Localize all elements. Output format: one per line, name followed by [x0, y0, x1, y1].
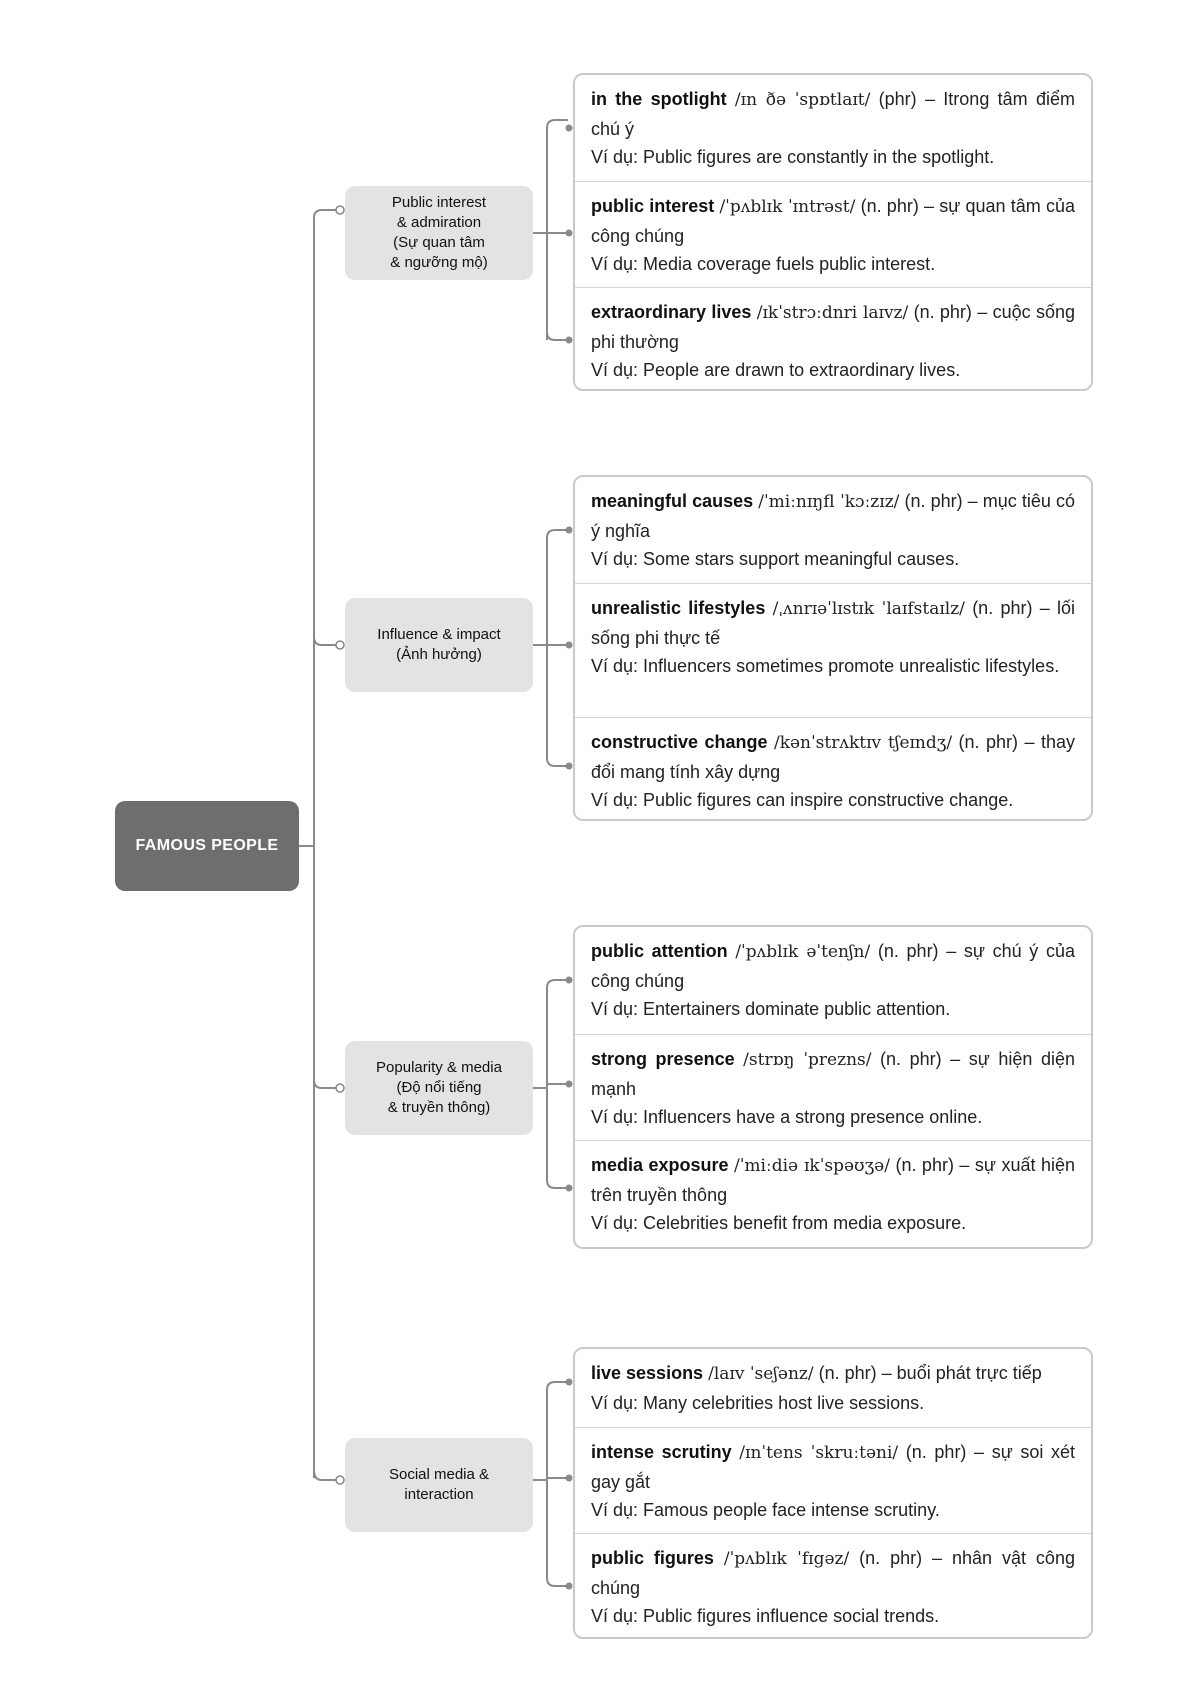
node-dot: [336, 1084, 344, 1092]
vocab-pos: (n. phr): [905, 1442, 967, 1462]
root-to-branch-4: [314, 1470, 338, 1480]
vocab-entry: extraordinary lives /ɪkˈstrɔːdnri laɪvz/ (n. phr) – cuộc sống phi thường Ví dụ: People are drawn to extraordinary lives.: [575, 287, 1091, 391]
vocab-meaning: lối sống phi thực tế: [591, 598, 1076, 648]
vocab-card-social-media: [573, 1347, 1093, 1639]
vocab-meaning: thay đổi mang tính xây dựng: [591, 732, 1075, 782]
vocab-example: Ví dụ: Public figures influence social trends.: [591, 1606, 940, 1626]
vocab-pos: (n. phr): [860, 196, 919, 216]
vocab-pos: (n. phr): [818, 1363, 877, 1383]
vocab-term: media exposure: [591, 1155, 729, 1175]
vocab-ipa: /ˈmiːnɪŋfl ˈkɔːzɪz/: [758, 492, 900, 512]
vocab-example: Ví dụ: Influencers have a strong presence online.: [591, 1107, 983, 1127]
vocab-term: public attention: [591, 941, 728, 961]
node-dot: [336, 641, 344, 649]
vocab-ipa: /strɒŋ ˈprezns/: [743, 1050, 872, 1070]
vocab-pos: (n. phr): [913, 302, 972, 322]
vocab-ipa: /ˌʌnrɪəˈlɪstɪk ˈlaɪfstaɪlz/: [772, 599, 965, 619]
vocab-pos: (n. phr): [895, 1155, 954, 1175]
vocab-entry: public attention /ˈpʌblɪk əˈtenʃn/ (n. phr) – sự chú ý của công chúng Ví dụ: Entertainers dominate public attention.: [575, 927, 1091, 1034]
vocab-pos: (n. phr): [958, 732, 1019, 752]
vocab-entry: meaningful causes /ˈmiːnɪŋfl ˈkɔːzɪz/ (n. phr) – mục tiêu có ý nghĩa Ví dụ: Some stars support meaningful causes.: [575, 477, 1091, 583]
vocab-pos: (n. phr): [972, 598, 1033, 618]
node-dot: [566, 1583, 573, 1590]
vocab-pos: (n. phr): [877, 941, 939, 961]
node-dot: [566, 1475, 573, 1482]
vocab-example: Ví dụ: Many celebrities host live sessions.: [591, 1392, 925, 1413]
node-dot: [566, 125, 573, 132]
branch-3-connectors: [533, 980, 568, 1188]
node-dot: [566, 642, 573, 649]
vocab-term: strong presence: [591, 1049, 735, 1069]
vocab-meaning: sự soi xét gay gắt: [591, 1442, 1075, 1492]
vocab-meaning: buổi phát trực tiếp: [896, 1363, 1042, 1383]
vocab-ipa: /ˈpʌblɪk ˈɪntrəst/: [719, 197, 856, 217]
vocab-term: in the spotlight: [591, 89, 727, 109]
root-label: FAMOUS PEOPLE: [135, 837, 279, 854]
vocab-example: Ví dụ: Influencers sometimes promote unrealistic lifestyles.: [591, 656, 1060, 676]
vocab-ipa: /ˈpʌblɪk ˈfɪgəz/: [723, 1549, 850, 1569]
branch-node-influence: [345, 598, 533, 692]
vocab-meaning: cuộc sống phi thường: [591, 302, 1075, 352]
vocab-meaning: Itrong tâm điểm chú ý: [591, 89, 1075, 139]
vocab-ipa: /ɪnˈtens ˈskruːtəni/: [739, 1443, 899, 1463]
branch-label: Popularity & media (Độ nổi tiếng & truyền thông): [376, 1059, 502, 1116]
vocab-card-influence: [573, 475, 1093, 821]
vocab-example: Ví dụ: Some stars support meaningful causes.: [591, 549, 960, 569]
vocab-ipa: /ɪn ðə ˈspɒtlaɪt/: [734, 90, 871, 110]
branch-label: Social media & interaction: [388, 1466, 490, 1503]
vocab-entry: live sessions /laɪv ˈseʃənz/ (n. phr) – buổi phát trực tiếp Ví dụ: Many celebrities host live sessions.: [575, 1349, 1091, 1427]
node-dot: [566, 763, 573, 770]
node-dot: [566, 1185, 573, 1192]
node-dot: [566, 1081, 573, 1088]
vocab-pos: (n. phr): [904, 491, 963, 511]
node-dot: [336, 1476, 344, 1484]
vocab-term: constructive change: [591, 732, 768, 752]
vocab-entry: media exposure /ˈmiːdiə ɪkˈspəʊʒə/ (n. phr) – sự xuất hiện trên truyền thông Ví dụ: Celebrities benefit from media exposure.: [575, 1140, 1091, 1247]
node-dot: [566, 1379, 573, 1386]
vocab-example: Ví dụ: Famous people face intense scrutiny.: [591, 1500, 940, 1520]
vocab-pos: (n. phr): [859, 1548, 923, 1568]
vocab-entry: public interest /ˈpʌblɪk ˈɪntrəst/ (n. phr) – sự quan tâm của công chúng Ví dụ: Media coverage fuels public interest.: [575, 181, 1091, 287]
branch-node-popularity: [345, 1041, 533, 1135]
vocab-entry: in the spotlight /ɪn ðə ˈspɒtlaɪt/ (phr) – Itrong tâm điểm chú ý Ví dụ: Public figures are constantly in the spotlight.: [575, 75, 1091, 181]
vocab-ipa: /laɪv ˈseʃənz/: [708, 1364, 814, 1384]
vocab-entry: public figures /ˈpʌblɪk ˈfɪgəz/ (n. phr) – nhân vật công chúng Ví dụ: Public figures influence social trends.: [575, 1533, 1091, 1637]
branch-node-social-media: [345, 1438, 533, 1532]
vocab-meaning: sự chú ý của công chúng: [591, 941, 1075, 991]
vocab-pos: (n. phr): [880, 1049, 942, 1069]
vocab-ipa: /kənˈstrʌktɪv tʃeɪndʒ/: [773, 733, 953, 753]
vocab-meaning: mục tiêu có ý nghĩa: [591, 491, 1075, 541]
node-dot: [566, 337, 573, 344]
root-trunk-line: [299, 218, 314, 1478]
vocab-example: Ví dụ: Media coverage fuels public interest.: [591, 254, 936, 274]
vocab-entry: intense scrutiny /ɪnˈtens ˈskruːtəni/ (n. phr) – sự soi xét gay gắt Ví dụ: Famous people face intense scrutiny.: [575, 1427, 1091, 1533]
vocab-example: Ví dụ: People are drawn to extraordinary lives.: [591, 360, 961, 380]
vocab-card-popularity: [573, 925, 1093, 1249]
vocab-ipa: /ˈpʌblɪk əˈtenʃn/: [735, 942, 871, 962]
vocab-term: meaningful causes: [591, 491, 754, 511]
node-dot: [566, 527, 573, 534]
vocab-entry: constructive change /kənˈstrʌktɪv tʃeɪndʒ/ (n. phr) – thay đổi mang tính xây dựng Ví dụ: Public figures can inspire constructive change.: [575, 717, 1091, 821]
node-dot: [336, 206, 344, 214]
branch-label: Influence & impact (Ảnh hưởng): [377, 626, 501, 663]
branch-1-connectors: [533, 120, 568, 340]
branch-2-connectors: [533, 530, 568, 766]
vocab-entry: strong presence /strɒŋ ˈprezns/ (n. phr) – sự hiện diện mạnh Ví dụ: Influencers have a strong presence online.: [575, 1034, 1091, 1140]
root-to-branch-1: [314, 210, 338, 218]
vocab-example: Ví dụ: Entertainers dominate public attention.: [591, 999, 951, 1019]
vocab-meaning: sự xuất hiện trên truyền thông: [591, 1155, 1075, 1205]
vocab-meaning: nhân vật công chúng: [591, 1548, 1075, 1598]
vocab-ipa: /ˈmiːdiə ɪkˈspəʊʒə/: [734, 1156, 890, 1176]
vocab-example: Ví dụ: Public figures are constantly in the spotlight.: [591, 147, 995, 167]
vocab-entry: unrealistic lifestyles /ˌʌnrɪəˈlɪstɪk ˈlaɪfstaɪlz/ (n. phr) – lối sống phi thực tế Ví dụ: Influencers sometimes promote unrealistic lifestyles.: [575, 583, 1091, 717]
node-dot: [566, 977, 573, 984]
node-dot: [566, 230, 573, 237]
vocab-term: live sessions: [591, 1363, 704, 1383]
vocab-example: Ví dụ: Public figures can inspire constructive change.: [591, 790, 1014, 810]
vocab-term: extraordinary lives: [591, 302, 752, 322]
vocab-term: intense scrutiny: [591, 1442, 732, 1462]
vocab-example: Ví dụ: Celebrities benefit from media exposure.: [591, 1213, 967, 1233]
branch-label: Public interest & admiration (Sự quan tâm & ngưỡng mộ): [390, 194, 488, 271]
vocab-term: public figures: [591, 1548, 714, 1568]
vocab-card-public-interest: [573, 73, 1093, 391]
vocab-meaning: sự hiện diện mạnh: [591, 1049, 1075, 1099]
vocab-term: unrealistic lifestyles: [591, 598, 766, 618]
vocab-pos: (phr): [878, 89, 917, 109]
root-node: [115, 801, 299, 891]
vocab-ipa: /ɪkˈstrɔːdnri laɪvz/: [756, 303, 909, 323]
vocab-meaning: sự quan tâm của công chúng: [591, 196, 1076, 246]
branch-4-connectors: [533, 1382, 568, 1586]
branch-node-public-interest: [345, 186, 533, 280]
vocab-term: public interest: [591, 196, 715, 216]
